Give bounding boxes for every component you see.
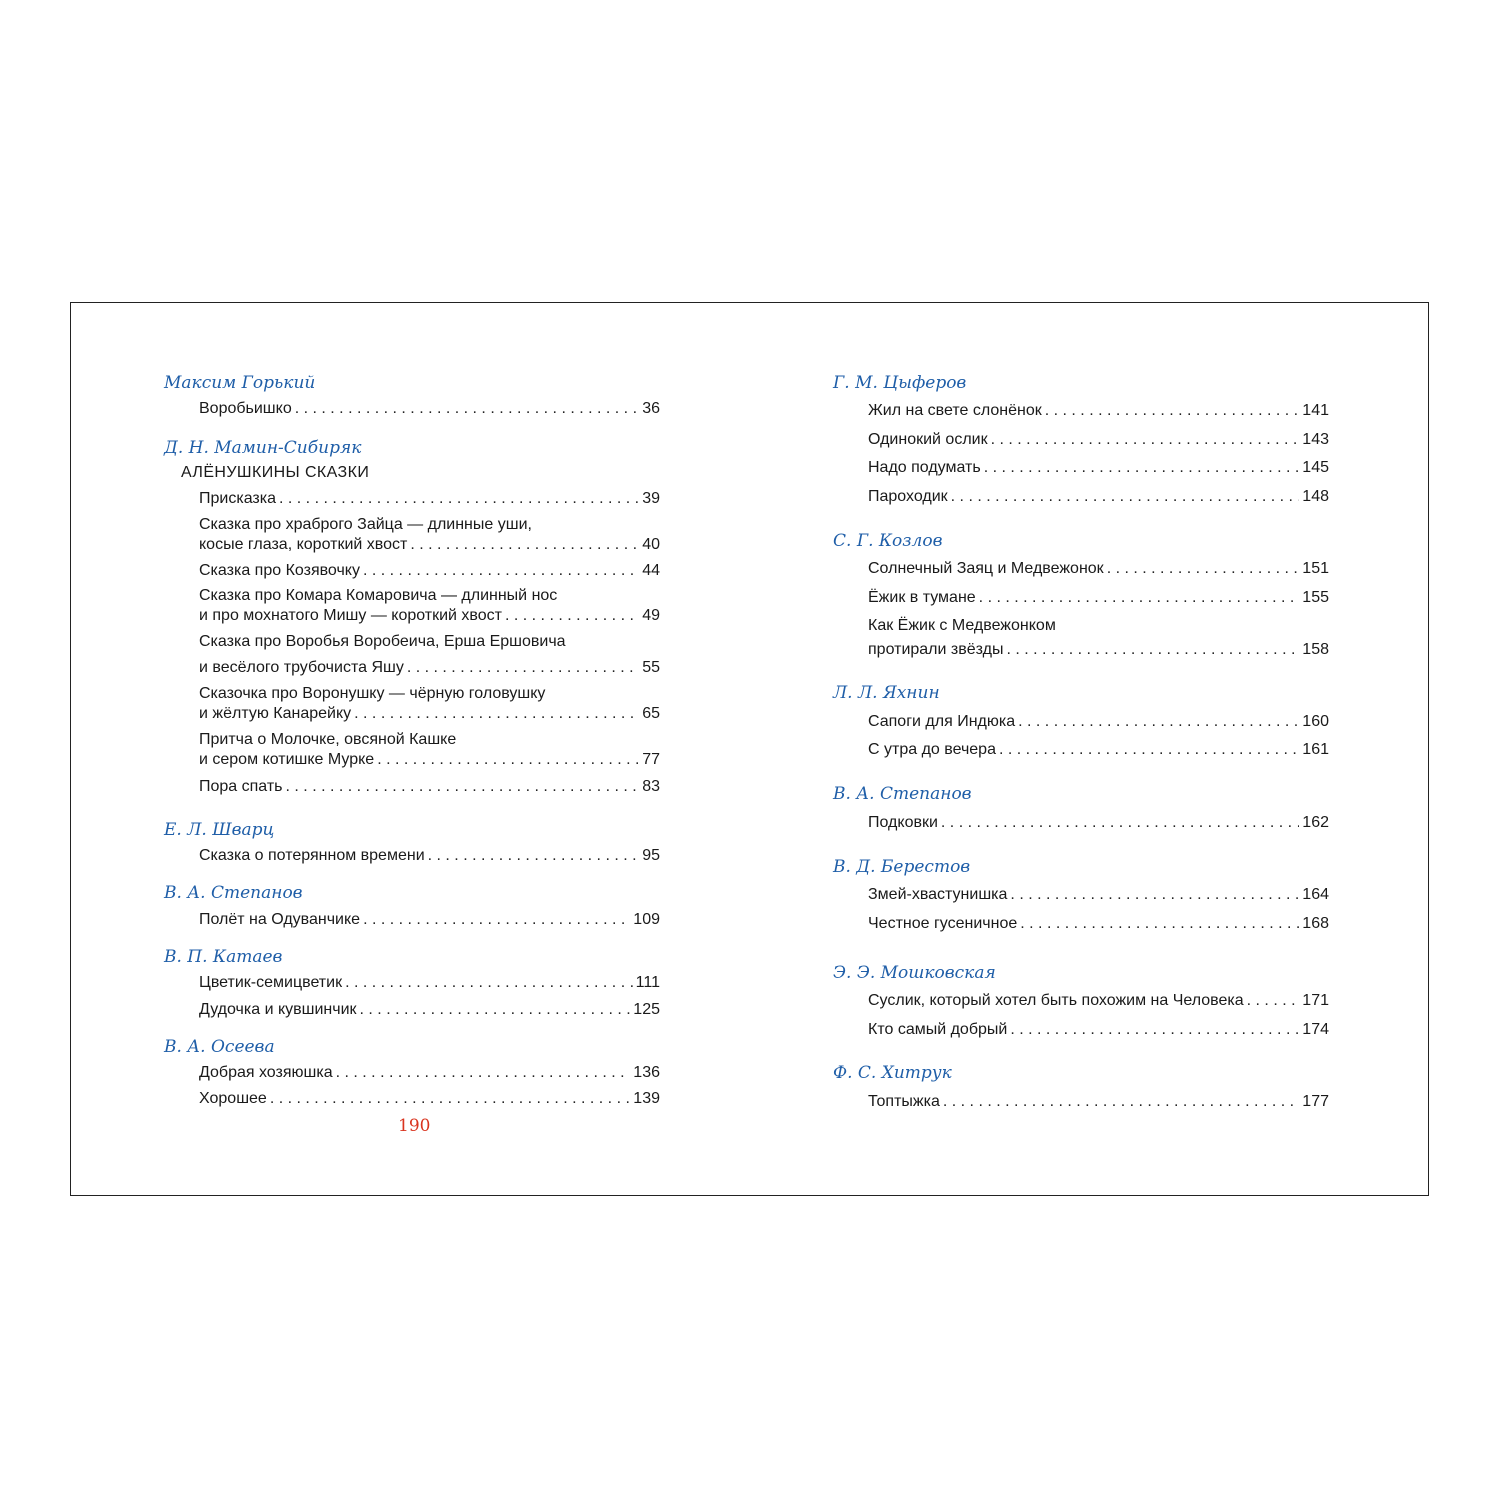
entry-title: Подковки — [868, 814, 938, 831]
entry-title: Сказка про Воробья Воробеича, Ерша Ершовича — [199, 633, 566, 650]
entry-page-number: 151 — [1302, 560, 1329, 577]
page-number: 190 — [398, 1116, 431, 1136]
dot-leader — [295, 399, 639, 419]
dot-leader — [286, 777, 640, 797]
author-name: Ф. С. Хитрук — [833, 1063, 952, 1083]
toc-entry[interactable] — [199, 515, 660, 535]
toc-entry[interactable] — [199, 684, 660, 704]
dot-leader — [1006, 640, 1299, 660]
entry-page-number: 141 — [1302, 402, 1329, 419]
entry-page-number: 161 — [1302, 741, 1329, 758]
entry-title: Добрая хозяюшка — [199, 1064, 333, 1081]
dot-leader — [1045, 401, 1300, 421]
dot-leader — [1107, 559, 1300, 579]
toc-entry[interactable] — [868, 559, 1329, 579]
entry-page-number: 65 — [642, 705, 660, 722]
entry-page-number: 148 — [1302, 488, 1329, 505]
toc-entry[interactable] — [868, 712, 1329, 732]
dot-leader — [410, 535, 639, 555]
entry-title: Дудочка и кувшинчик — [199, 1001, 357, 1018]
entry-page-number: 40 — [642, 536, 660, 553]
dot-leader — [941, 813, 1299, 833]
entry-title: Одинокий ослик — [868, 431, 988, 448]
author-name: В. П. Катаев — [164, 947, 283, 967]
entry-title: Ёжик в тумане — [868, 589, 976, 606]
entry-title: Сказка про Комара Комаровича — длинный нос — [199, 587, 558, 604]
entry-page-number: 95 — [642, 847, 660, 864]
entry-title: Хорошее — [199, 1090, 267, 1107]
dot-leader — [360, 1000, 631, 1020]
entry-page-number: 49 — [642, 607, 660, 624]
entry-title: Сказка про Козявочку — [199, 562, 360, 579]
dot-leader — [505, 606, 639, 626]
author-name: Максим Горький — [164, 373, 316, 393]
dot-leader — [279, 489, 639, 509]
author-name: В. Д. Берестов — [833, 857, 971, 877]
dot-leader — [984, 458, 1300, 478]
toc-entry[interactable] — [199, 399, 660, 419]
entry-page-number: 111 — [635, 974, 660, 991]
dot-leader — [1018, 712, 1299, 732]
entry-title: и весёлого трубочиста Яшу — [199, 659, 404, 676]
entry-page-number: 158 — [1302, 641, 1329, 658]
toc-entry[interactable] — [868, 430, 1329, 450]
toc-entry[interactable] — [199, 704, 660, 724]
dot-leader — [951, 487, 1300, 507]
entry-title: Пора спать — [199, 778, 283, 795]
dot-leader — [345, 973, 633, 993]
toc-entry[interactable] — [199, 586, 660, 606]
entry-title: Сказка про храброго Зайца — длинные уши, — [199, 516, 532, 533]
entry-title: С утра до вечера — [868, 741, 996, 758]
toc-entry[interactable] — [199, 777, 660, 797]
entry-title: Воробьишко — [199, 400, 292, 417]
entry-page-number: 36 — [642, 400, 660, 417]
entry-page-number: 44 — [642, 562, 660, 579]
entry-title: Солнечный Заяц и Медвежонок — [868, 560, 1104, 577]
entry-page-number: 155 — [1302, 589, 1329, 606]
entry-page-number: 162 — [1302, 814, 1329, 831]
toc-entry[interactable] — [868, 401, 1329, 421]
toc-entry[interactable] — [199, 1063, 660, 1083]
entry-title: Кто самый добрый — [868, 1021, 1008, 1038]
dot-leader — [336, 1063, 631, 1083]
toc-entry[interactable] — [199, 750, 660, 770]
dot-leader — [1020, 914, 1299, 934]
entry-title: протирали звёзды — [868, 641, 1004, 658]
entry-page-number: 171 — [1302, 992, 1329, 1009]
toc-entry[interactable] — [199, 846, 660, 866]
dot-leader — [428, 846, 640, 866]
dot-leader — [377, 750, 639, 770]
toc-entry[interactable] — [199, 658, 660, 678]
dot-leader — [1010, 885, 1299, 905]
toc-entry[interactable] — [868, 487, 1329, 507]
author-name: Е. Л. Шварц — [164, 820, 275, 840]
entry-title: Пароходик — [868, 488, 948, 505]
toc-entry[interactable] — [868, 740, 1329, 760]
entry-title: Честное гусеничное — [868, 915, 1018, 932]
toc-entry[interactable] — [868, 1092, 1329, 1112]
toc-entry[interactable] — [868, 640, 1329, 660]
toc-entry[interactable] — [199, 535, 660, 555]
entry-title: и про мохнатого Мишу — короткий хвост — [199, 607, 502, 624]
author-name: Д. Н. Мамин-Сибиряк — [164, 438, 362, 458]
entry-title: Змей-хвастунишка — [868, 886, 1008, 903]
dot-leader — [363, 910, 630, 930]
dot-leader — [991, 430, 1300, 450]
toc-entry[interactable] — [868, 458, 1329, 478]
toc-entry[interactable] — [199, 973, 660, 993]
dot-leader — [407, 658, 639, 678]
entry-page-number: 177 — [1302, 1093, 1329, 1110]
entry-title: Полёт на Одуванчике — [199, 911, 361, 928]
entry-page-number: 109 — [633, 911, 660, 928]
entry-page-number: 83 — [642, 778, 660, 795]
entry-page-number: 143 — [1302, 431, 1329, 448]
dot-leader — [979, 588, 1300, 608]
dot-leader — [999, 740, 1299, 760]
entry-title: Притча о Молочке, овсяной Кашке — [199, 731, 457, 748]
entry-title: и жёлтую Канарейку — [199, 705, 352, 722]
entry-title: Цветик-семицветик — [199, 974, 343, 991]
toc-entry[interactable] — [868, 991, 1329, 1011]
author-name: С. Г. Козлов — [833, 531, 943, 551]
book-spread — [70, 302, 1429, 1196]
entry-page-number: 145 — [1302, 459, 1329, 476]
author-name: Г. М. Цыферов — [833, 373, 967, 393]
collection-title: АЛЁНУШКИНЫ СКАЗКИ — [181, 464, 370, 481]
toc-entry[interactable] — [868, 588, 1329, 608]
entry-page-number: 55 — [642, 659, 660, 676]
entry-title: Присказка — [199, 490, 276, 507]
entry-page-number: 139 — [633, 1090, 660, 1107]
entry-title: и сером котишке Мурке — [199, 751, 375, 768]
entry-title: Как Ёжик с Медвежонком — [868, 617, 1056, 634]
dot-leader — [1010, 1020, 1299, 1040]
toc-entry[interactable] — [199, 1000, 660, 1020]
toc-entry[interactable] — [199, 606, 660, 626]
entry-page-number: 174 — [1302, 1021, 1329, 1038]
toc-entry[interactable] — [199, 1089, 660, 1109]
entry-page-number: 164 — [1302, 886, 1329, 903]
toc-entry[interactable] — [199, 561, 660, 581]
toc-entry[interactable] — [199, 730, 660, 750]
dot-leader — [354, 704, 639, 724]
entry-title: косые глаза, короткий хвост — [199, 536, 408, 553]
toc-entry[interactable] — [199, 632, 660, 652]
entry-page-number: 39 — [642, 490, 660, 507]
entry-page-number: 77 — [642, 751, 660, 768]
entry-title: Сказка о потерянном времени — [199, 847, 425, 864]
dot-leader — [1247, 991, 1300, 1011]
toc-entry[interactable] — [868, 914, 1329, 934]
author-name: В. А. Степанов — [164, 883, 303, 903]
entry-title: Топтыжка — [868, 1093, 940, 1110]
entry-title: Сказочка про Воронушку — чёрную головушку — [199, 685, 546, 702]
entry-page-number: 125 — [633, 1001, 660, 1018]
entry-page-number: 160 — [1302, 713, 1329, 730]
entry-title: Сапоги для Индюка — [868, 713, 1016, 730]
author-name: В. А. Степанов — [833, 784, 972, 804]
dot-leader — [943, 1092, 1299, 1112]
author-name: Л. Л. Яхнин — [833, 683, 940, 703]
dot-leader — [363, 561, 639, 581]
entry-page-number: 168 — [1302, 915, 1329, 932]
toc-entry[interactable] — [868, 616, 1329, 636]
entry-title: Жил на свете слонёнок — [868, 402, 1042, 419]
dot-leader — [270, 1089, 630, 1109]
toc-entry[interactable] — [868, 885, 1329, 905]
author-name: Э. Э. Мошковская — [833, 963, 996, 983]
toc-entry[interactable] — [199, 910, 660, 930]
toc-entry[interactable] — [868, 1020, 1329, 1040]
entry-page-number: 136 — [633, 1064, 660, 1081]
toc-entry[interactable] — [199, 489, 660, 509]
toc-entry[interactable] — [868, 813, 1329, 833]
entry-title: Надо подумать — [868, 459, 981, 476]
author-name: В. А. Осеева — [164, 1037, 275, 1057]
entry-title: Суслик, который хотел быть похожим на Человека — [868, 992, 1244, 1009]
